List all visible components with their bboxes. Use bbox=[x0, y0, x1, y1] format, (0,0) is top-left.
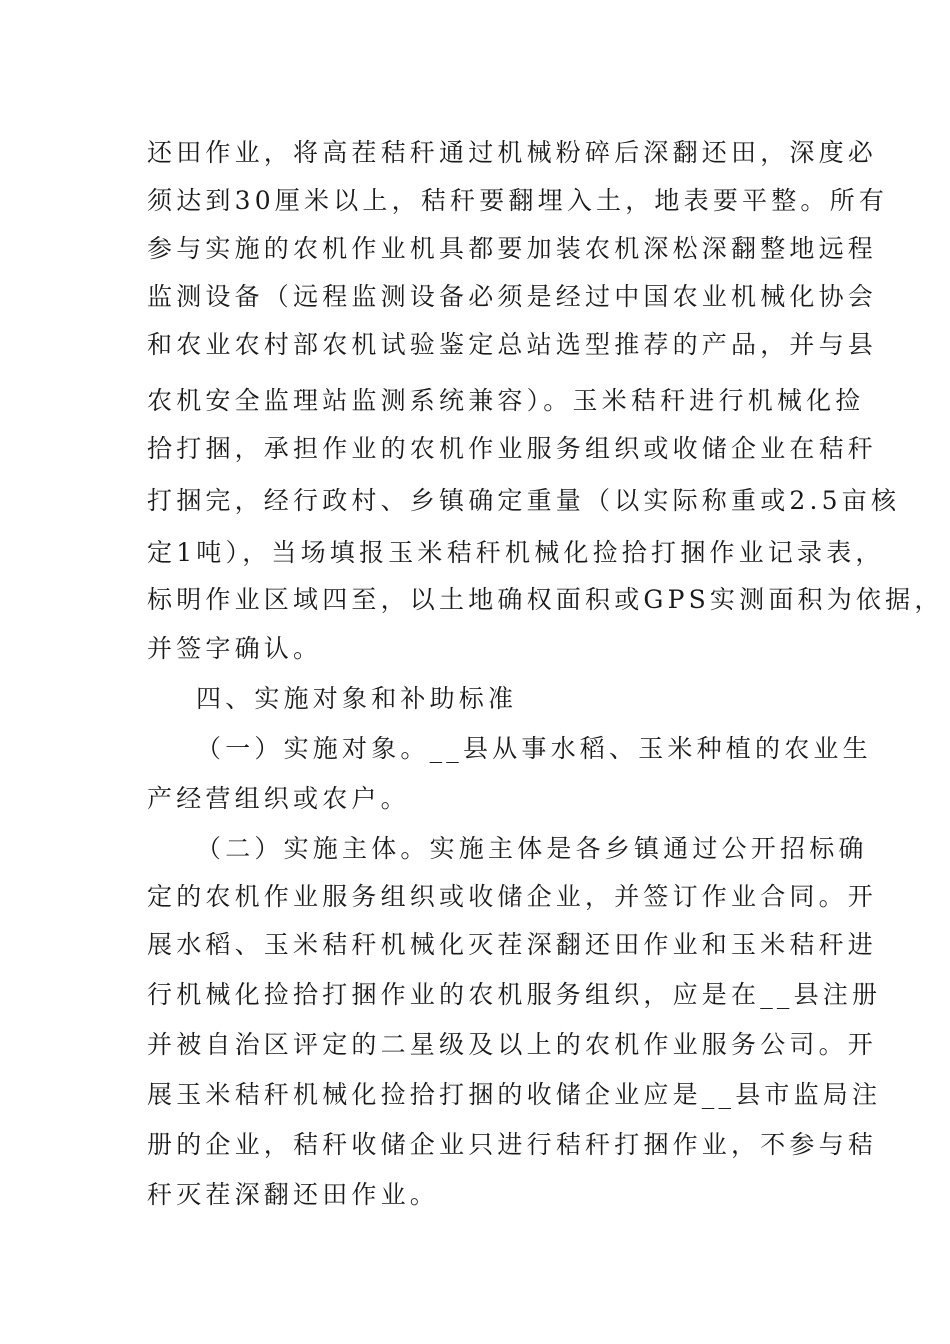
body-text-line: 还田作业，将高茬秸秆通过机械粉碎后深翻还田，深度必 bbox=[147, 138, 878, 167]
body-text-line: 行机械化捡拾打捆作业的农机服务组织，应是在__县注册 bbox=[147, 980, 882, 1009]
body-text-line: 拾打捆，承担作业的农机作业服务组织或收储企业在秸秆 bbox=[147, 434, 878, 463]
body-text-line: 展水稻、玉米秸秆机械化灭茬深翻还田作业和玉米秸秆进 bbox=[147, 930, 878, 959]
body-text-line: 定的农机作业服务组织或收储企业，并签订作业合同。开 bbox=[147, 882, 878, 911]
body-text-line: 产经营组织或农户。 bbox=[147, 784, 410, 813]
body-text-line: 参与实施的农机作业机具都要加装农机深松深翻整地远程 bbox=[147, 234, 878, 263]
body-text-line: 标明作业区域四至，以土地确权面积或GPS实测面积为依据， bbox=[147, 585, 944, 614]
body-text-line: 秆灭茬深翻还田作业。 bbox=[147, 1180, 440, 1209]
body-text-line: 并被自治区评定的二星级及以上的农机作业服务公司。开 bbox=[147, 1030, 878, 1059]
paragraph-first-line: （一）实施对象。__县从事水稻、玉米种植的农业生 bbox=[196, 734, 872, 763]
body-text-line: 农机安全监理站监测系统兼容）。玉米秸秆进行机械化捡 bbox=[147, 386, 865, 415]
body-text-line: 展玉米秸秆机械化捡拾打捆的收储企业应是__县市监局注 bbox=[147, 1080, 882, 1109]
body-text-line: 打捆完，经行政村、乡镇确定重量（以实际称重或2.5亩核 bbox=[147, 486, 901, 515]
body-text-line: 定1吨），当场填报玉米秸秆机械化捡拾打捆作业记录表， bbox=[147, 538, 885, 567]
body-text-line: 监测设备（远程监测设备必须是经过中国农业机械化协会 bbox=[147, 282, 878, 311]
body-text-line: 并签字确认。 bbox=[147, 634, 323, 663]
paragraph-first-line: （二）实施主体。实施主体是各乡镇通过公开招标确 bbox=[196, 834, 868, 863]
body-text-line: 和农业农村部农机试验鉴定总站选型推荐的产品，并与县 bbox=[147, 330, 878, 359]
section-heading: 四、实施对象和补助标准 bbox=[196, 684, 518, 713]
body-text-line: 须达到30厘米以上，秸秆要翻埋入土，地表要平整。所有 bbox=[147, 186, 889, 215]
body-text-line: 册的企业，秸秆收储企业只进行秸秆打捆作业，不参与秸 bbox=[147, 1130, 878, 1159]
